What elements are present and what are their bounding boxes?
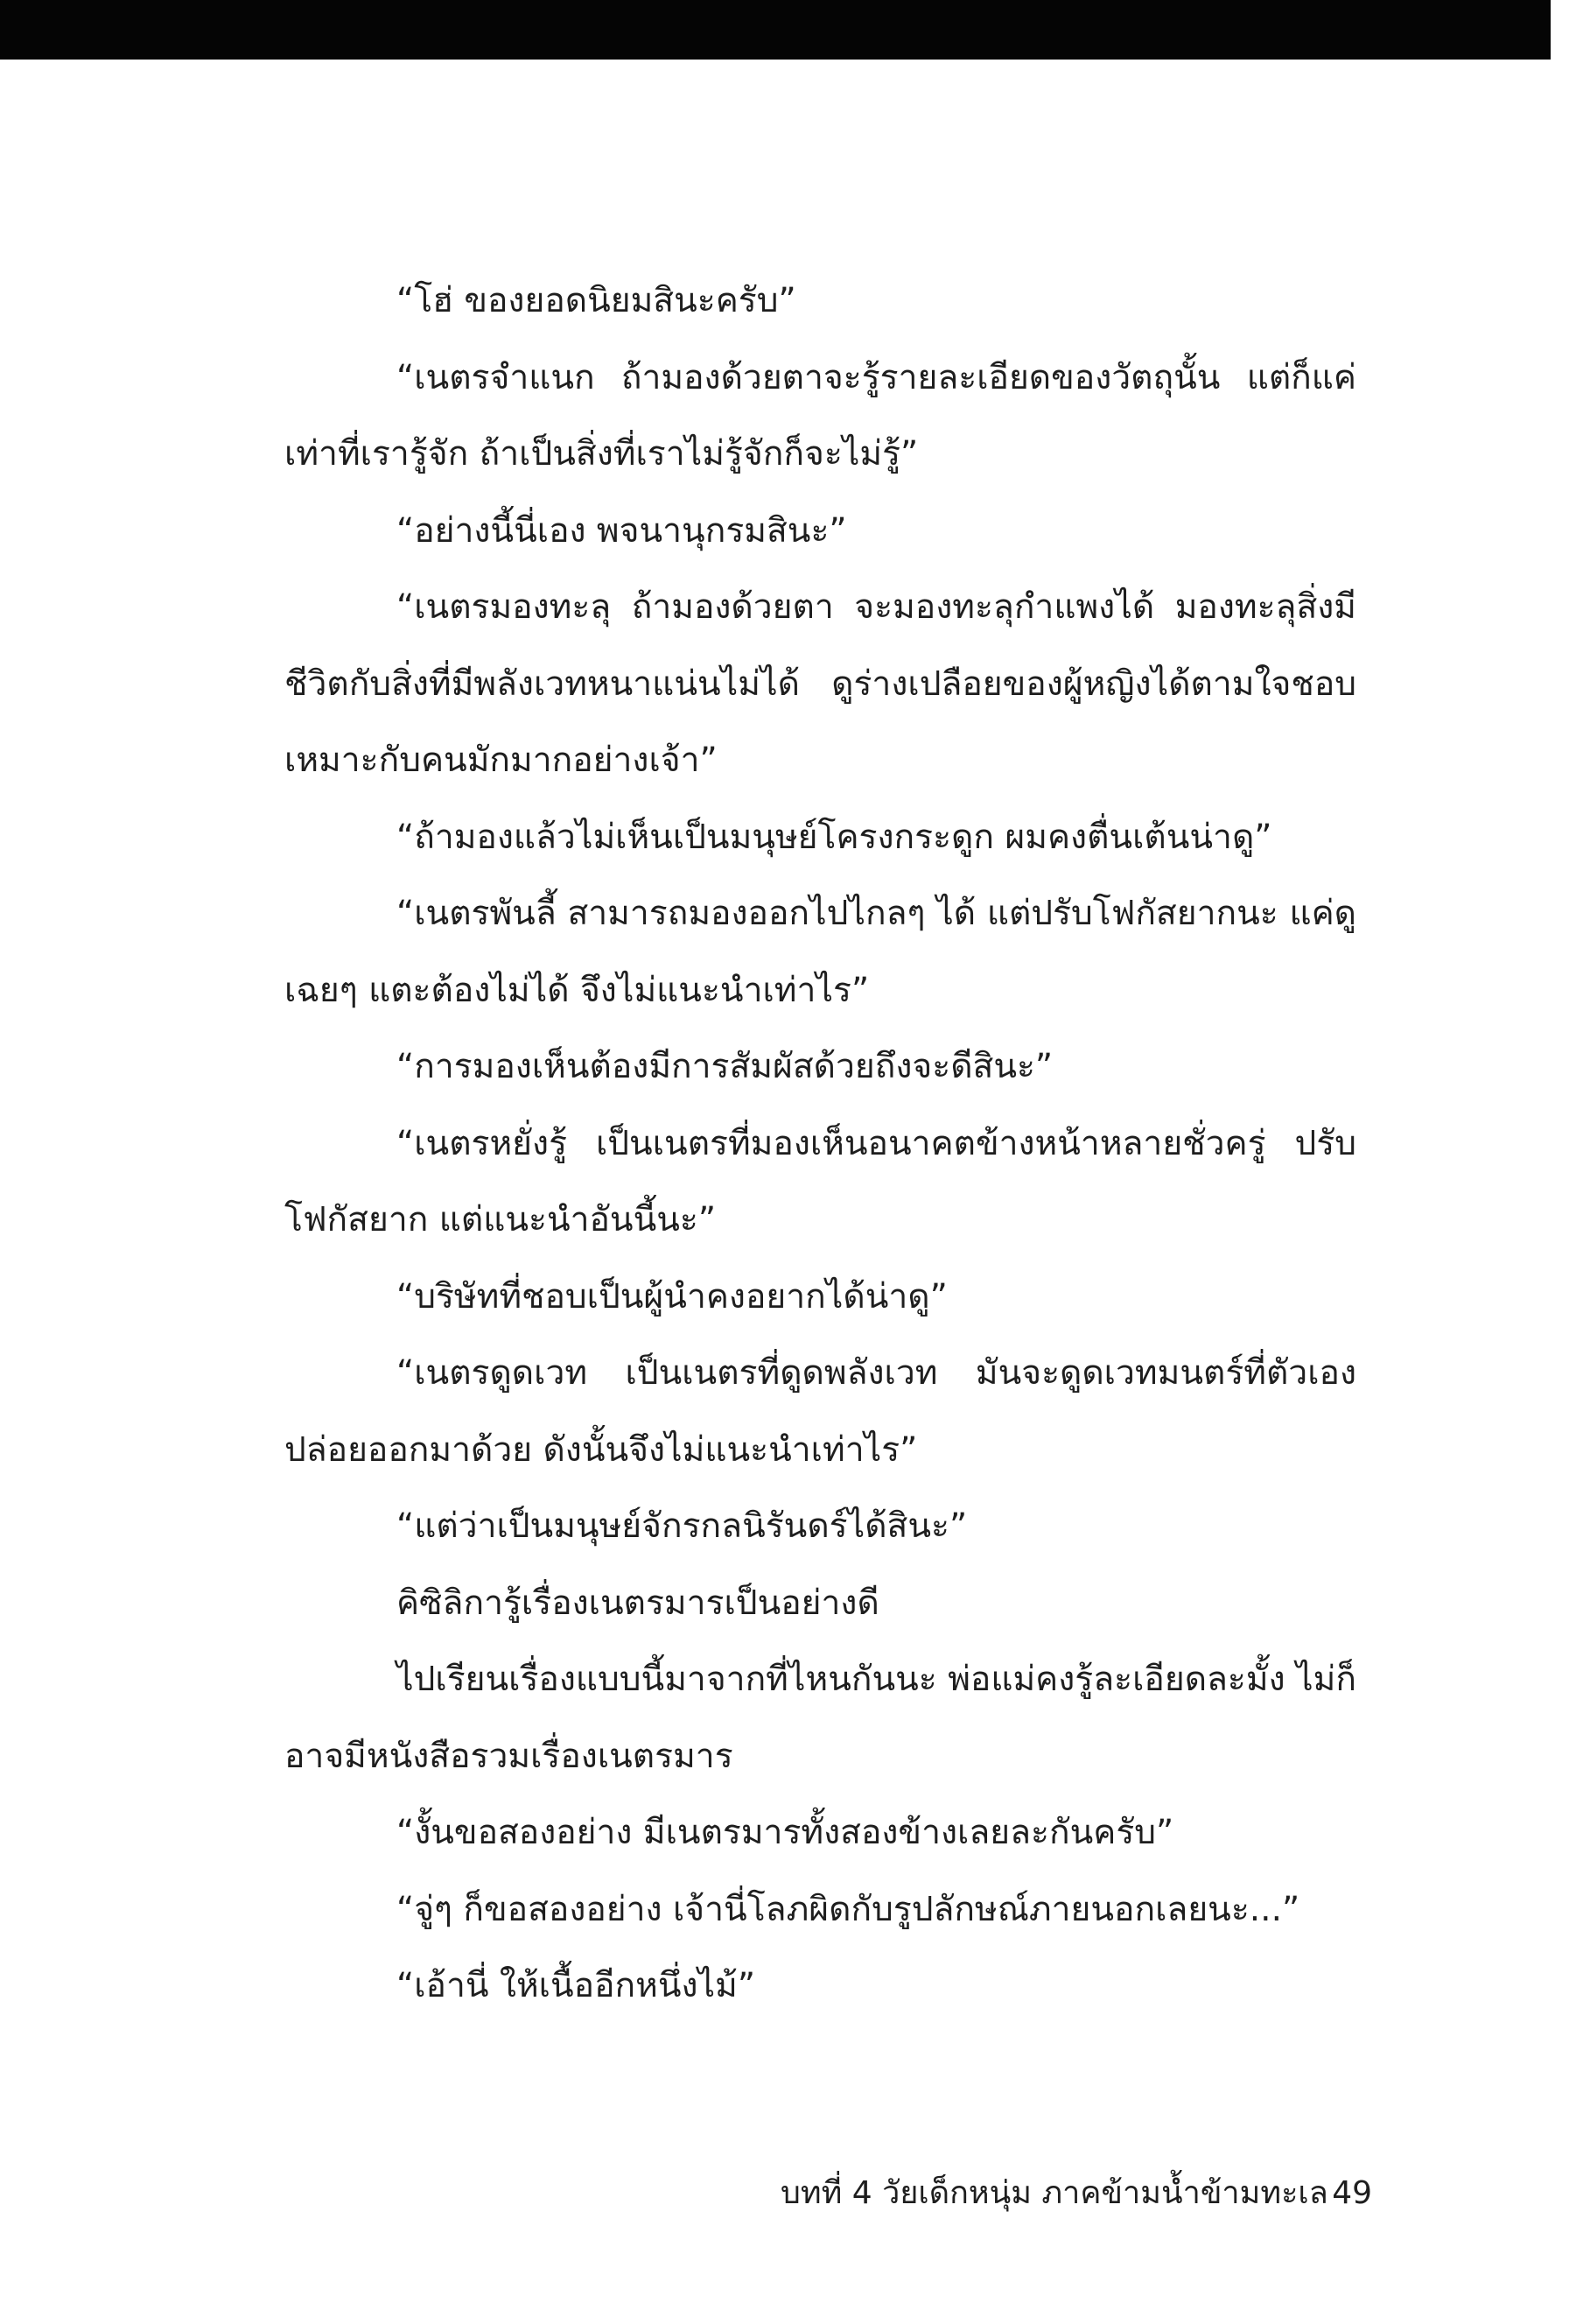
paragraph: “เอ้านี่ ให้เนื้ออีกหนึ่งไม้”	[396, 1966, 756, 2005]
paragraph: “โฮ่ ของยอดนิยมสินะครับ”	[396, 281, 796, 320]
chapter-title: บทที่ 4 วัยเด็กหนุ่ม ภาคข้ามน้ำข้ามทะเล	[781, 2175, 1328, 2211]
paragraph: “เนตรดูดเวท เป็นเนตรที่ดูดพลังเวท มันจะดูดเวทมนตร์ที่ตัวเองปล่อยออกมาด้วย ดังนั้นจึงไม่แนะนำเท่าไร”	[284, 1353, 1356, 1470]
paragraph: “เนตรพันลี้ สามารถมองออกไปไกลๆ ได้ แต่ปรับโฟกัสยากนะ แค่ดูเฉยๆ แตะต้องไม่ได้ จึงไม่แนะนำเท่าไร”	[284, 894, 1356, 1010]
paragraph: “งั้นขอสองอย่าง มีเนตรมารทั้งสองข้างเลยละกันครับ”	[396, 1813, 1174, 1852]
paragraph: “อย่างนี้นี่เอง พจนานุกรมสินะ”	[396, 510, 847, 551]
paragraph: “จู่ๆ ก็ขอสองอย่าง เจ้านี่โลภผิดกับรูปลักษณ์ภายนอกเลยนะ...”	[396, 1889, 1300, 1929]
paragraph: “การมองเห็นต้องมีการสัมผัสด้วยถึงจะดีสินะ”	[396, 1047, 1054, 1086]
paragraph: “เนตรหยั่งรู้ เป็นเนตรที่มองเห็นอนาคตข้างหน้าหลายชั่วครู่ ปรับโฟกัสยาก แต่แนะนำอันนี้นะ”	[284, 1123, 1356, 1239]
top-black-bar	[0, 0, 1551, 60]
page-footer	[781, 2167, 1376, 2220]
paragraph: คิซิลิการู้เรื่องเนตรมารเป็นอย่างดี	[396, 1583, 879, 1623]
paragraph: “เนตรมองทะลุ ถ้ามองด้วยตา จะมองทะลุกำแพงได้ มองทะลุสิ่งมีชีวิตกับสิ่งที่มีพลังเวทหนาแน่นไม่ได้ ดูร่างเปลือยของผู้หญิงได้ตามใจชอบ เหมาะกับคนมักมากอย่างเจ้า”	[284, 587, 1356, 780]
paragraph: ไปเรียนเรื่องแบบนี้มาจากที่ไหนกันนะ พ่อแม่คงรู้ละเอียดละมั้ง ไม่ก็อาจมีหนังสือรวมเรื่องเนตรมาร	[284, 1660, 1356, 1776]
paragraph: “แต่ว่าเป็นมนุษย์จักรกลนิรันดร์ได้สินะ”	[396, 1506, 968, 1546]
page-number: 49	[1332, 2175, 1372, 2211]
page-body-text	[284, 263, 1356, 2025]
paragraph: “ถ้ามองแล้วไม่เห็นเป็นมนุษย์โครงกระดูก ผมคงตื่นเต้นน่าดู”	[396, 817, 1272, 857]
paragraph: “เนตรจำแนก ถ้ามองด้วยตาจะรู้รายละเอียดของวัตถุนั้น แต่ก็แค่เท่าที่เรารู้จัก ถ้าเป็นสิ่งที่เราไม่รู้จักก็จะไม่รู้”	[284, 357, 1356, 474]
paragraph: “บริษัทที่ชอบเป็นผู้นำคงอยากได้น่าดู”	[396, 1276, 948, 1316]
